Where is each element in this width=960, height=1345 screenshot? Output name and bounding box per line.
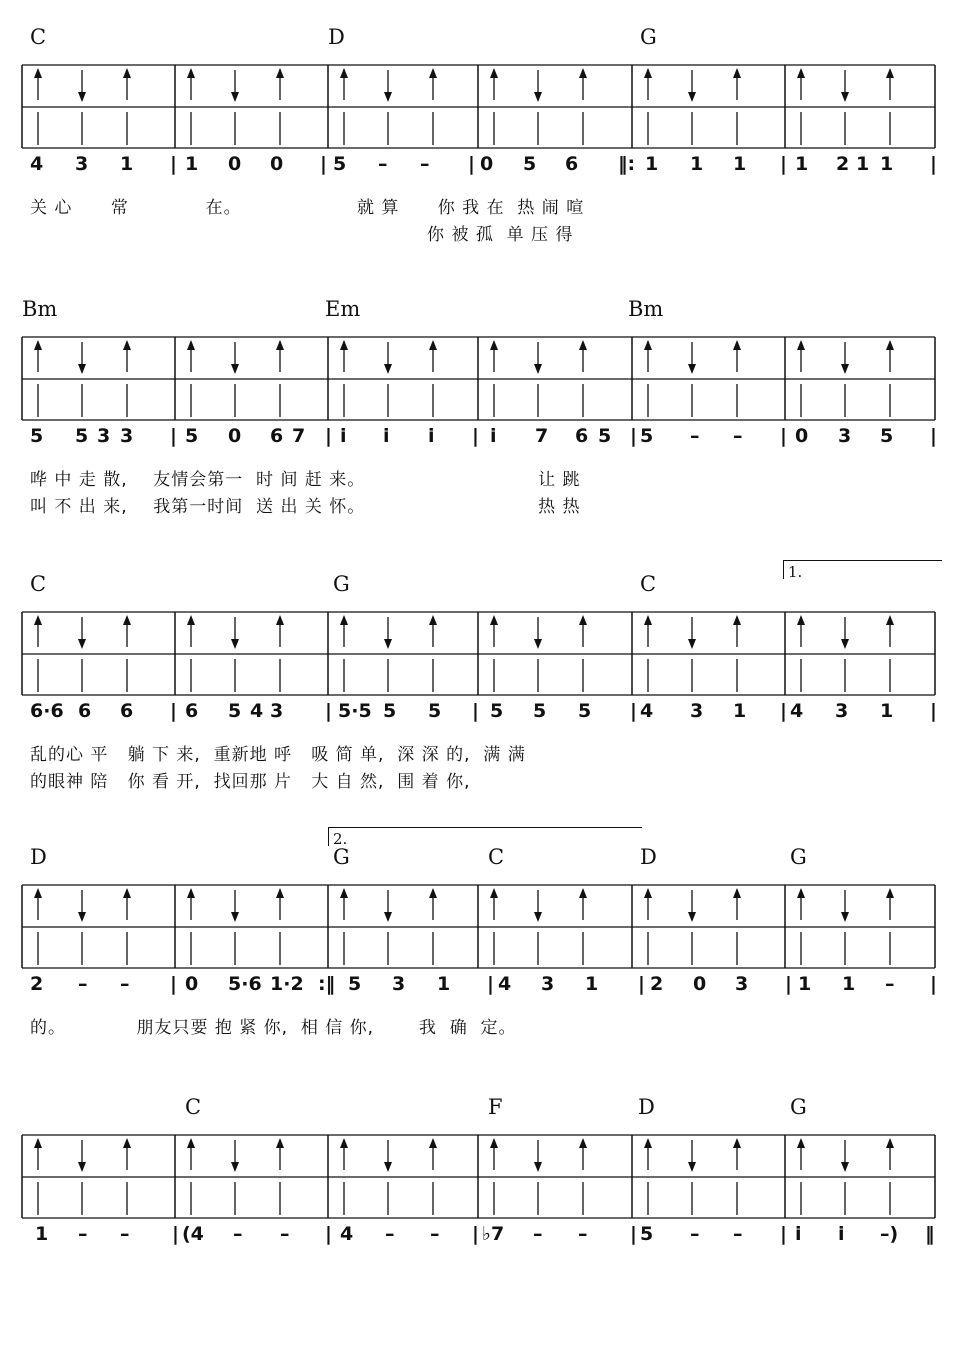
chord-symbol: C [185,1095,202,1119]
jianpu-note: 5 [428,700,442,722]
measure-bar: | [170,973,177,995]
jianpu-note: 4 [640,700,654,722]
jianpu-note: 0 [228,153,242,175]
jianpu-note: 1 [645,153,659,175]
volta-bracket: 2. [328,827,642,846]
score-system [0,25,960,275]
jianpu-note: – [578,1223,588,1245]
jianpu-note: 0 [228,425,242,447]
measure-bar: | [780,1223,787,1245]
measure-bar: | [472,700,479,722]
jianpu-note: 0 [795,425,809,447]
chord-symbol: D [328,25,345,49]
measure-bar: | [170,153,177,175]
lyric-line-1: 哗 中 走 散, 友情会第一 时 间 赶 来。 让 跳 [30,470,581,490]
jianpu-note: – [420,153,430,175]
jianpu-note: 7 [535,425,549,447]
jianpu-note: 3 [270,700,284,722]
jianpu-note: 1 [795,153,809,175]
measure-bar: | [930,153,937,175]
jianpu-note: 1 [585,973,599,995]
jianpu-note: 5 [383,700,397,722]
jianpu-note: – [120,1223,130,1245]
jianpu-note: 5 [640,1223,654,1245]
jianpu-note: 0 [693,973,707,995]
jianpu-note: 0 [270,153,284,175]
measure-bar: | [630,425,637,447]
jianpu-note: 5 [185,425,199,447]
jianpu-note: 5 [30,425,44,447]
jianpu-note: 5 [75,425,89,447]
jianpu-note: 3 [120,425,134,447]
jianpu-note: 6 [270,425,284,447]
jianpu-note: 5 [523,153,537,175]
chord-symbol: D [638,1095,655,1119]
chord-symbol: G [790,845,807,869]
chord-symbol: C [30,572,47,596]
chord-symbol: G [640,25,657,49]
chord-symbol: C [488,845,505,869]
rhythm-staff [0,60,960,150]
jianpu-note: 0 [185,973,199,995]
jianpu-note: 3 [97,425,111,447]
jianpu-note: 6 [565,153,579,175]
jianpu-note: 3 [392,973,406,995]
jianpu-note: 6·6 [30,700,64,722]
jianpu-note: i [838,1223,845,1245]
jianpu-note: 5 [640,425,654,447]
jianpu-note: – [733,1223,743,1245]
jianpu-note: i [383,425,390,447]
jianpu-note: 5 [880,425,894,447]
jianpu-note: 1 [842,973,856,995]
jianpu-note: 5·5 [338,700,372,722]
jianpu-note: 5 [598,425,612,447]
score-system [0,1095,960,1345]
jianpu-note: i [340,425,347,447]
jianpu-note: 1 [35,1223,49,1245]
jianpu-note: i [490,425,497,447]
chord-symbol: C [640,572,657,596]
jianpu-note: – [690,1223,700,1245]
jianpu-note: 3 [541,973,555,995]
jianpu-note: 1·2 [270,973,304,995]
jianpu-note: 3 [835,700,849,722]
chord-symbol: Em [325,297,361,321]
jianpu-note: 3 [75,153,89,175]
jianpu-note: 4 [30,153,44,175]
jianpu-note: 5 [533,700,547,722]
chord-symbol: F [488,1095,503,1119]
jianpu-note: 2 [30,973,44,995]
measure-bar: | [472,425,479,447]
lyric-line-2: 你 被 孤 单 压 得 [30,225,574,245]
measure-bar: | [468,153,475,175]
jianpu-note: – [733,425,743,447]
jianpu-note: i [795,1223,802,1245]
measure-bar: | [638,973,645,995]
measure-bar: | [780,700,787,722]
jianpu-note: – [378,153,388,175]
jianpu-note: – [690,425,700,447]
measure-bar: | [780,153,787,175]
jianpu-note: ♭7 [482,1223,505,1245]
chord-symbol: G [333,572,350,596]
measure-bar: | [325,700,332,722]
jianpu-note: 5 [333,153,347,175]
chord-symbol: C [30,25,47,49]
jianpu-note: 4 [790,700,804,722]
jianpu-note: – [533,1223,543,1245]
measure-bar: | [487,973,494,995]
chord-symbol: Bm [22,297,58,321]
jianpu-note: 3 [690,700,704,722]
jianpu-note: 6 [575,425,589,447]
chord-symbol: G [333,845,350,869]
jianpu-note: 1 [880,700,894,722]
jianpu-note: –) [880,1223,899,1245]
measure-bar: | [785,973,792,995]
jianpu-note: 0 [480,153,494,175]
jianpu-note: 5 [228,700,242,722]
jianpu-note: 4 [498,973,512,995]
chord-symbol: G [790,1095,807,1119]
jianpu-note: 5 [578,700,592,722]
jianpu-note: – [385,1223,395,1245]
jianpu-note: 5·6 [228,973,262,995]
jianpu-note: 4 [340,1223,354,1245]
jianpu-note: 1 [690,153,704,175]
jianpu-note: 3 [838,425,852,447]
jianpu-note: – [885,973,895,995]
measure-bar: | [325,1223,332,1245]
jianpu-note: 1 [798,973,812,995]
lyric-line-1: 的。 朋友只要 抱 紧 你, 相 信 你, 我 确 定。 [30,1018,517,1038]
jianpu-note: 1 [437,973,451,995]
jianpu-note: – [280,1223,290,1245]
lyric-line-1: 乱的心 平 躺 下 来, 重新地 呼 吸 简 单, 深 深 的, 满 满 [30,745,526,765]
jianpu-note: 6 [120,700,134,722]
jianpu-note: – [78,1223,88,1245]
jianpu-note: (4 [182,1223,204,1245]
measure-bar: | [172,1223,179,1245]
measure-bar: | [930,973,937,995]
jianpu-note: 2 [836,153,850,175]
measure-bar: | [170,700,177,722]
chord-symbol: D [640,845,657,869]
lyric-line-1: 关 心 常 在。 就 算 你 我 在 热 闹 喧 [30,198,585,218]
jianpu-note: – [120,973,130,995]
score-system [0,830,960,1095]
score-system [0,563,960,822]
volta-bracket: 1. [783,560,942,579]
jianpu-note: 5 [490,700,504,722]
jianpu-note: 1 [856,153,870,175]
rhythm-staff [0,607,960,697]
jianpu-note: – [430,1223,440,1245]
jianpu-note: 1 [880,153,894,175]
jianpu-note: 6 [78,700,92,722]
measure-bar: | [780,425,787,447]
jianpu-note: 2 [650,973,664,995]
jianpu-note: 1 [733,700,747,722]
measure-bar: :‖ [318,973,336,995]
jianpu-note: 1 [185,153,199,175]
measure-bar: | [630,1223,637,1245]
measure-bar: | [472,1223,479,1245]
jianpu-note: 4 [250,700,264,722]
chord-symbol: Bm [628,297,664,321]
jianpu-note: 6 [185,700,199,722]
jianpu-note: i [428,425,435,447]
measure-bar: | [325,425,332,447]
measure-bar: ‖ [925,1223,935,1245]
lyric-line-2: 叫 不 出 来, 我第一时间 送 出 关 怀。 热 热 [30,497,581,517]
jianpu-note: 1 [120,153,134,175]
lyric-line-2: 的眼神 陪 你 看 开, 找回那 片 大 自 然, 围 着 你, [30,772,471,792]
jianpu-note: 3 [735,973,749,995]
score-system [0,297,960,547]
measure-bar: | [630,700,637,722]
jianpu-note: – [233,1223,243,1245]
rhythm-staff [0,332,960,422]
measure-bar: ‖: [618,153,636,175]
chord-symbol: D [30,845,47,869]
jianpu-note: 7 [292,425,306,447]
measure-bar: | [170,425,177,447]
measure-bar: | [320,153,327,175]
measure-bar: | [930,700,937,722]
jianpu-note: – [78,973,88,995]
jianpu-note: 1 [733,153,747,175]
rhythm-staff [0,880,960,970]
rhythm-staff [0,1130,960,1220]
measure-bar: | [930,425,937,447]
jianpu-note: 5 [348,973,362,995]
